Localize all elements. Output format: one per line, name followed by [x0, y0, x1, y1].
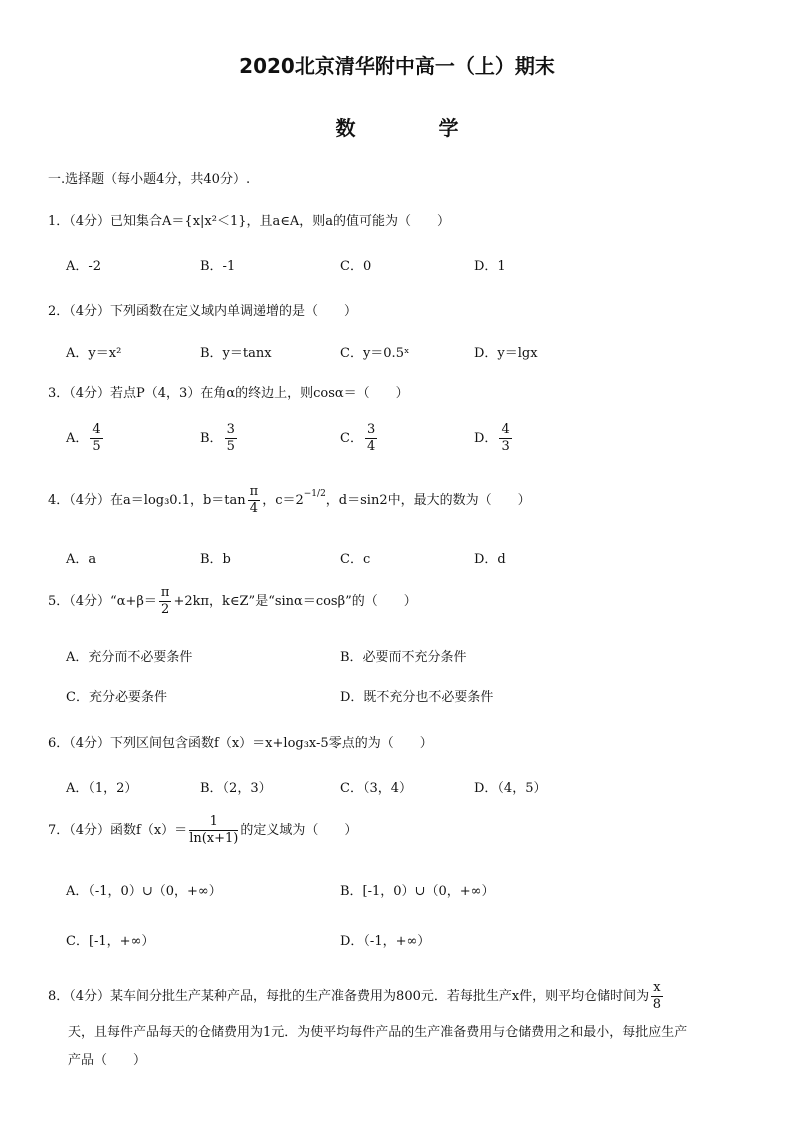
fraction: $\frac{3}{5}$: [226, 422, 235, 454]
fraction: $\frac{4}{3}$: [501, 422, 510, 454]
question-6: 6．（4分）下列区间包含函数f（x）＝x+log₃x-5零点的为（ ）: [48, 736, 433, 751]
q2-option-b: B．y＝tanx: [200, 346, 272, 361]
fraction: $\frac{3}{4}$: [366, 422, 376, 454]
subject-title: 数 学: [335, 116, 497, 140]
q5-option-b: B．必要而不充分条件: [340, 650, 467, 665]
question-8: 8．（4分）某车间分批生产某种产品，每批的生产准备费用为800元．若每批生产x件，则平均仓储时间为 $\frac{x}{8}$: [48, 980, 661, 1012]
q7-option-a: A．（-1，0）∪（0，+∞）: [66, 884, 222, 899]
q4-option-a: A．a: [66, 552, 97, 567]
question-1: 1．（4分）已知集合A＝{x|x²＜1}，且a∈A，则a的值可能为（ ）: [48, 214, 451, 229]
question-5: 5．（4分）“α+β＝ $\frac{\pi}{2}$ +2kπ，k∈Z”是“sinα＝cosβ”的（ ）: [48, 585, 417, 617]
question-3: 3．（4分）若点P（4，3）在角α的终边上，则cosα＝（ ）: [48, 386, 409, 401]
q1-option-a: A．-2: [66, 259, 102, 274]
q3-option-a: [66, 422, 105, 455]
q5-option-c: C．充分必要条件: [66, 690, 167, 705]
q3-option-b: [200, 422, 239, 455]
q3-option-c-label: C．: [340, 431, 363, 446]
q7-option-c: C．[-1，+∞）: [66, 934, 155, 949]
q6-option-d: D．（4，5）: [474, 781, 547, 796]
question-2: 2．（4分）下列函数在定义域内单调递增的是（ ）: [48, 304, 358, 319]
exponent: −1/2: [303, 489, 326, 499]
q6-option-a: A．（1，2）: [66, 781, 138, 796]
q5-option-d: D．既不充分也不必要条件: [340, 690, 494, 705]
q3-option-c: [340, 422, 379, 455]
q3-option-d: [474, 422, 514, 455]
q1-option-c: C．0: [340, 259, 372, 274]
q4-option-d: D．d: [474, 552, 506, 567]
q4-option-b: B．b: [200, 552, 231, 567]
q5-option-a: A．充分而不必要条件: [66, 650, 193, 665]
q7-option-d: D．（-1，+∞）: [340, 934, 431, 949]
q6-option-b: B．（2，3）: [200, 781, 272, 796]
q3-option-d-label: D．: [474, 431, 498, 446]
q6-option-c: C．（3，4）: [340, 781, 412, 796]
q2-option-d: D．y＝lgx: [474, 346, 538, 361]
question-8-line2: 天，且每件产品每天的仓储费用为1元．为使平均每件产品的生产准备费用与仓储费用之和最小，每批应生产: [68, 1025, 688, 1040]
q2-option-c: C．y＝0.5ˣ: [340, 346, 410, 361]
q7-option-b: B．[-1，0）∪（0，+∞）: [340, 884, 495, 899]
section-heading: 一.选择题（每小题4分，共40分）.: [48, 172, 251, 187]
fraction: $\frac{4}{5}$: [92, 422, 101, 454]
q3-option-a-label: A．: [66, 431, 89, 446]
q3-option-b-label: B．: [200, 431, 223, 446]
q1-option-b: B．-1: [200, 259, 236, 274]
q1-option-d: D．1: [474, 259, 506, 274]
q4-option-c: C．c: [340, 552, 371, 567]
question-8-line3: 产品（ ）: [68, 1053, 147, 1068]
q2-option-a: A．y＝x²: [66, 346, 122, 361]
page-title: 2020北京清华附中高一（上）期末: [239, 54, 555, 78]
question-4: 4．（4分）在a＝log₃0.1，b＝tan $\frac{\pi}{4}$ ，$c=2^{-1/2}$，d＝sin2中，最大的数为（ ）: [48, 484, 531, 516]
question-7: 7．（4分）函数f（x）＝ $\frac{1}{\ln(x+1)}$ 的定义域为（ ）: [48, 814, 358, 846]
